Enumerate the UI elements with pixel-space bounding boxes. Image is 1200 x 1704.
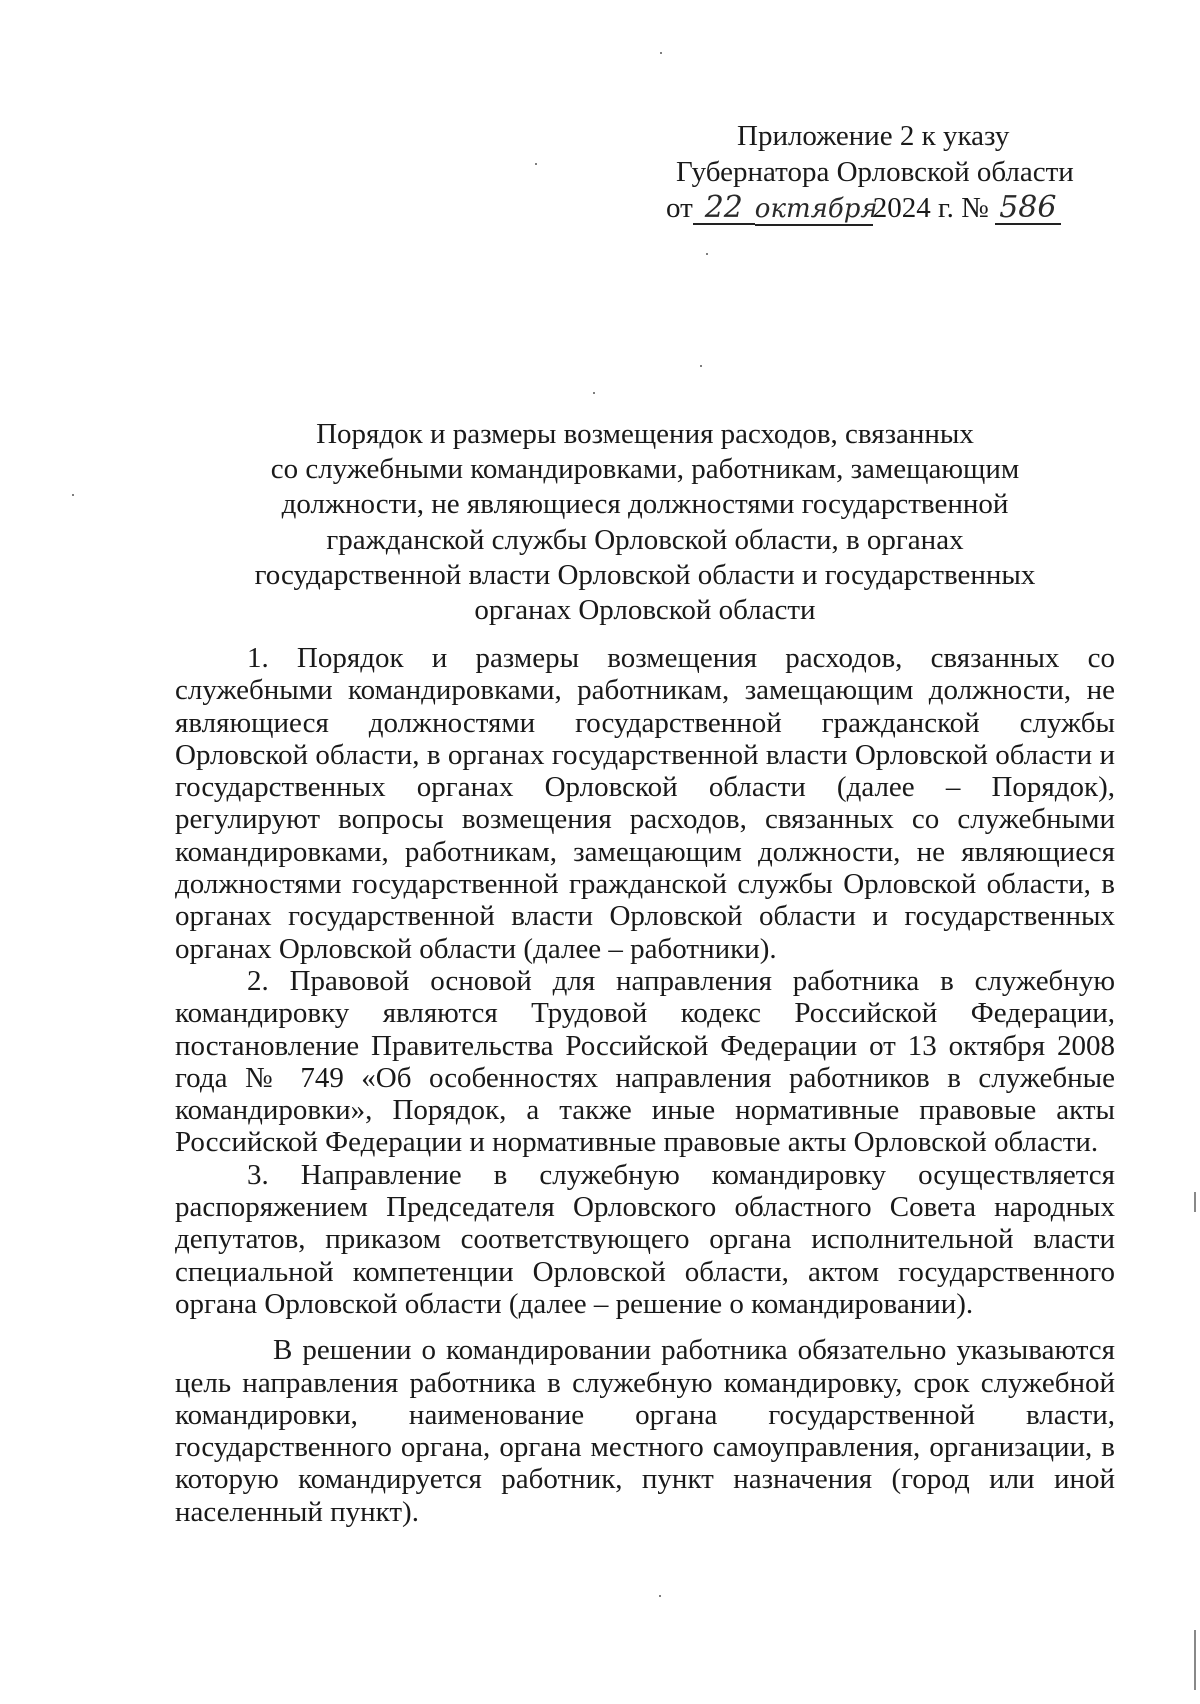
title-line: гражданской службы Орловской области, в органах [326, 523, 964, 556]
scan-speck [700, 365, 702, 367]
scan-edge-mark [1194, 1192, 1196, 1212]
scan-speck [660, 52, 662, 54]
scan-speck [593, 392, 595, 394]
appendix-date-number [666, 190, 1106, 226]
paragraph-3: 3. Направление в служебную командировку осуществляется распоряжением Председателя Орловского областного Совета народных депутатов, приказом соответствующего органа исполнительной власти специальной компетенции Орловской области, актом государственного органа Орловской области (далее – решение о командировании). [175, 1158, 1115, 1320]
scan-speck [659, 1595, 661, 1597]
title-line: государственной власти Орловской области и государственных [254, 558, 1036, 591]
scan-speck [706, 253, 708, 255]
title-line: органах Орловской области [474, 594, 816, 627]
handwritten-number: 586 [995, 193, 1061, 225]
scan-edge-mark [1194, 1630, 1196, 1690]
paragraph-2: 2. Правовой основой для направления работника в служебную командировку являются Трудовой кодекс Российской Федерации, постановление Правительства Российской Федерации от 13 октября 2008 года № 749 «Об особенностях направления работников в служебные командировки», Порядок, а также иные нормативные правовые акты Российской Федерации и нормативные правовые акты Орловской области. [175, 964, 1115, 1159]
title-line: должности, не являющиеся должностями государственной [281, 488, 1009, 521]
document-body [175, 642, 1115, 1528]
appendix-header [666, 118, 1106, 226]
scan-speck [535, 163, 537, 165]
appendix-authority: Губернатора Орловской области [676, 156, 1074, 188]
appendix-label: Приложение 2 к указу [737, 120, 1010, 152]
paragraph-4: В решении о командировании работника обязательно указываются цель направления работника в служебную командировку, срок служебной командировки, наименование органа государственной власти, государственного органа, органа местного самоуправления, организации, в которую командируется работник, пункт назначения (город или иной населенный пункт). [175, 1334, 1115, 1528]
title-line: со служебными командировками, работникам, замещающим [270, 453, 1020, 486]
paragraph-1: 1. Порядок и размеры возмещения расходов, связанных со служебными командировками, работникам, замещающим должности, не являющиеся должностями государственной гражданской службы Орловской области, в органах государственной власти Орловской области и государственных органах Орловской области (далее – Порядок), регулируют вопросы возмещения расходов, связанных со служебными командировками, работникам, замещающим должности, не являющиеся должностями государственной гражданской службы Орловской области, в органах государственной власти Орловской области и государственных органах Орловской области (далее – работники). [175, 642, 1115, 965]
handwritten-day: 22 [693, 193, 755, 225]
year-and-number-label: 2024 г. № [872, 192, 989, 224]
from-prefix: от [666, 192, 693, 224]
document-title [175, 417, 1115, 628]
title-line: Порядок и размеры возмещения расходов, связанных [316, 418, 974, 450]
handwritten-month: октября [754, 194, 878, 224]
scan-speck [72, 494, 74, 496]
